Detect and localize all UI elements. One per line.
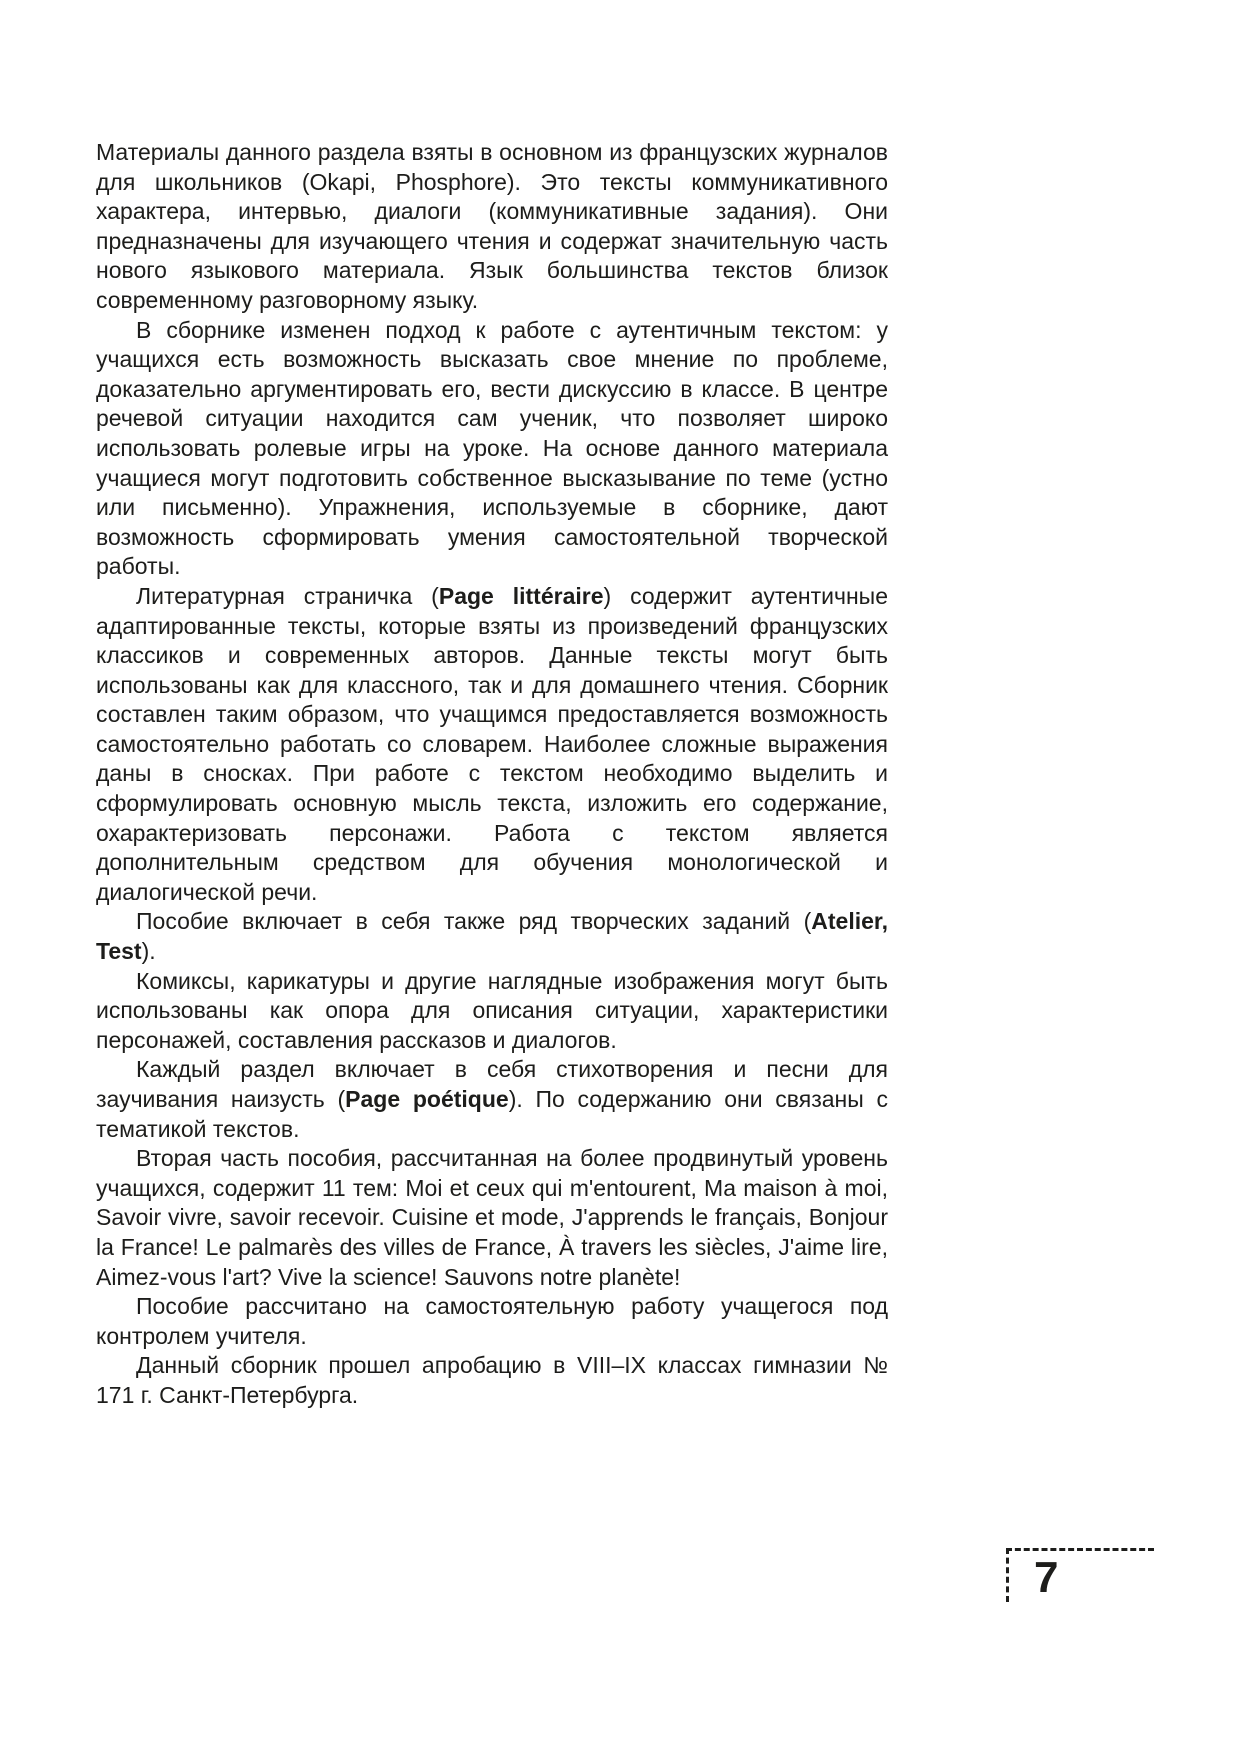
body-text — [96, 138, 888, 1411]
bold-term: Page poétique — [345, 1086, 509, 1112]
paragraph: Пособие рассчитано на самостоятельную работу учащегося под контролем учителя. — [96, 1293, 888, 1349]
paragraph-text: ) содержит аутентичные адаптированные тексты, которые взяты из произведений французских классиков и современных авторов. Данные тексты могут быть использованы как для классного, так и для домашнего чтения. Сборник составлен таким образом, что учащимся предоставляется возможность самостоятельно работать со словарем. Наиболее сложные выражения даны в сносках. При работе с текстом необходимо выделить и сформулировать основную мысль текста, изложить его содержание, охарактеризовать персонажи. Работа с текстом является дополнительным средством для обучения монологической и диалогической речи. — [96, 582, 888, 905]
paragraph-text: ). По содержанию они связаны с тематикой текстов. — [96, 1086, 888, 1142]
page-number: 7 — [1034, 1553, 1059, 1602]
paragraph-text: Каждый раздел включает в себя стихотворения и песни для заучивания наизусть ( — [96, 1056, 888, 1112]
dashed-border-left — [1006, 1548, 1009, 1602]
paragraph: Материалы данного раздела взяты в основном из французских журналов для школьников (Okapi, Phosphore). Это тексты коммуникативного характера, интервью, диалоги (коммуникативные задания). Они предназначены для изучающего чтения и содержат значительную часть нового языкового материала. Язык большинства текстов близок современному разговорному языку. — [96, 139, 888, 313]
paragraph: В сборнике изменен подход к работе с аутентичным текстом: у учащихся есть возможность высказать свое мнение по проблеме, доказательно аргументировать его, вести дискуссию в классе. В центре речевой ситуации находится сам ученик, что позволяет широко использовать ролевые игры на уроке. На основе данного материала учащиеся могут подготовить собственное высказывание по теме (устно или письменно). Упражнения, используемые в сборнике, дают возможность сформировать умения самостоятельной творческой работы. — [96, 316, 888, 580]
paragraph-text: Литературная страничка ( — [136, 582, 439, 609]
bold-term: Atelier, Test — [96, 908, 888, 965]
paragraph — [96, 582, 888, 908]
paragraph-text: ). — [141, 938, 156, 965]
bold-term: Page littéraire — [438, 582, 604, 609]
paragraph: Вторая часть пособия, рассчитанная на более продвинутый уровень учащихся, содержит 11 тем: Moi et ceux qui m'entourent, Ma maison à moi, Savoir vivre, savoir recevoir. Cuisine et mode, J'apprends le français, Bonjour la France! Le palmarès des villes de France, À travers les siècles, J'aime lire, Aimez-vous l'art? Vive la science! Sauvons notre planète! — [96, 1145, 888, 1290]
paragraph: Комиксы, карикатуры и другие наглядные изображения могут быть использованы как опора для описания ситуации, характеристики персонажей, составления рассказов и диалогов. — [96, 967, 888, 1053]
paragraph: Данный сборник прошел апробацию в VIII–IX классах гимназии № 171 г. Санкт-Петербурга. — [96, 1352, 888, 1408]
paragraph — [96, 907, 888, 966]
paragraph-text: Пособие включает в себя также ряд творческих заданий ( — [136, 908, 812, 935]
page-number-box — [1006, 1548, 1156, 1608]
dashed-border-top — [1006, 1548, 1154, 1551]
paragraph — [96, 1055, 888, 1144]
